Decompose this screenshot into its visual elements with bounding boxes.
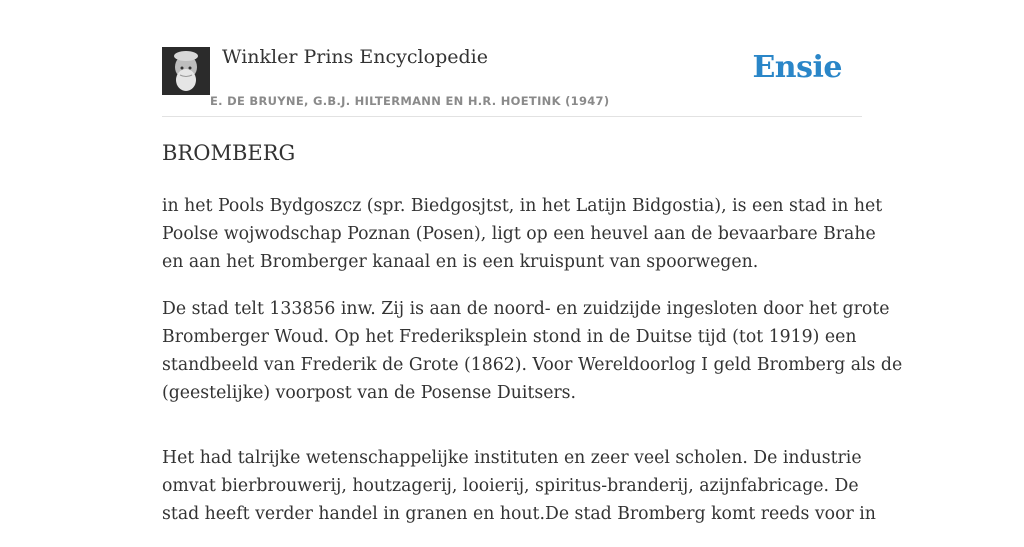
paragraph-line: Bromberger Woud. Op het Frederiksplein stond in de Duitse tijd (tot 1919) een (162, 327, 857, 347)
paragraph-line: omvat bierbrouwerij, houtzagerij, looierij, spiritus-branderij, azijnfabricage. De (162, 476, 859, 496)
paragraph-line: in het Pools Bydgoszcz (spr. Biedgosjtst, in het Latijn Bidgostia), is een stad in het (162, 196, 883, 216)
paragraph-line: Het had talrijke wetenschappelijke instituten en zeer veel scholen. De industrie (162, 448, 862, 468)
paragraph-line: (geestelijke) voorpost van de Posense Duitsers. (162, 383, 577, 403)
paragraph-line: De stad telt 133856 inw. Zij is aan de noord- en zuidzijde ingesloten door het grote (162, 299, 890, 319)
article-headword: BROMBERG (162, 141, 296, 165)
paragraph-line: stad heeft verder handel in granen en hout.De stad Bromberg komt reeds voor in (162, 504, 876, 524)
ensie-logo[interactable]: Ensie (752, 50, 842, 85)
author-portrait-avatar (162, 47, 210, 95)
site-header (162, 0, 862, 117)
article-paragraph (162, 444, 876, 528)
paragraph-line: en aan het Bromberger kanaal en is een kruispunt van spoorwegen. (162, 252, 759, 272)
article-paragraph (162, 295, 903, 407)
paragraph-line: standbeeld van Frederik de Grote (1862). Voor Wereldoorlog I geld Bromberg als de (162, 355, 903, 375)
article-body (162, 192, 903, 547)
paragraph-line: Poolse wojwodschap Poznan (Posen), ligt op een heuvel aan de bevaarbare Brahe (162, 224, 876, 244)
article-paragraph (162, 192, 883, 276)
encyclopedia-title[interactable]: Winkler Prins Encyclopedie (222, 46, 488, 68)
authors-credit: E. DE BRUYNE, G.B.J. HILTERMANN EN H.R. HOETINK (1947) (210, 94, 610, 108)
